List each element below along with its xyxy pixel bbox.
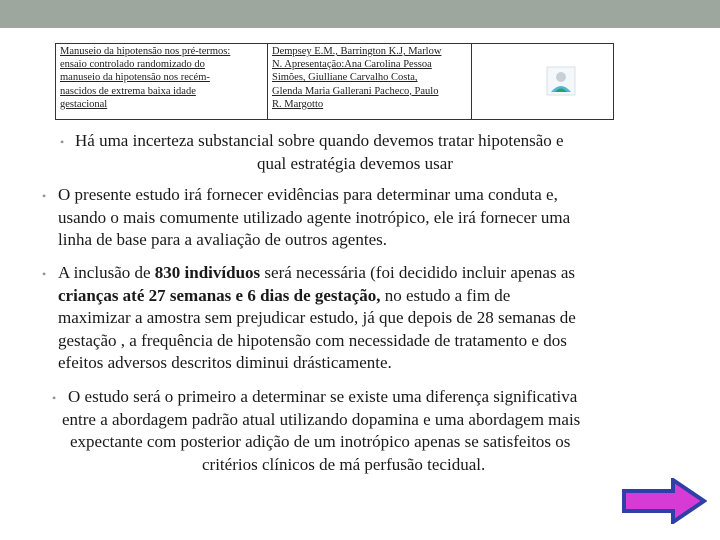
- authors-cell: Dempsey E.M., Barrington K.J, Marlow N. Apresentação:Ana Carolina Pessoa Simões, Giulliane Carvalho Costa, Glenda Maria Gallerani Pacheco, Paulo R. Margotto: [268, 44, 472, 120]
- bullet-2: • O presente estudo irá fornecer evidências para determinar uma conduta e, usando o mais comumente utilizado agente inotrópico, ele irá fornecer uma linha de base para a avaliação de outros agentes.: [42, 185, 571, 249]
- bullet-4: • O estudo será o primeiro a determinar se existe uma diferença significativa entre a abordagem padrão atual utilizando dopamina e uma abordagem mais expectante com posterior adição de um inotrópico apenas se satisfeitos os critérios clínicos de má perfusão tecidual.: [52, 387, 581, 474]
- bullet-3: • A inclusão de 830 indivíduos será necessária (foi decidido incluir apenas as crianças até 27 semanas e 6 dias de gestação, no estudo a fim de maximizar a amostra sem prejudicar estudo, já que depois de 28 semanas de gestação , a frequência de hipotensão com necessidade de tratamento e dos efeitos adversos descritos diminui drásticamente.: [42, 263, 576, 372]
- right-arrow-icon: [624, 480, 704, 522]
- title-band: [0, 0, 720, 28]
- bullet-1: • Há uma incerteza substancial sobre quando devemos tratar hipotensão e qual estratégia devemos usar: [60, 131, 564, 173]
- reference-table: [55, 43, 614, 120]
- person-photo-icon: [546, 66, 576, 96]
- study-title-cell: Manuseio da hipotensão nos pré-termos: ensaio controlado randomizado do manuseio da hipotensão nos recém- nascidos de extrema baixa idade gestacional: [56, 44, 268, 120]
- next-slide-button[interactable]: [621, 478, 707, 524]
- image-cell: [472, 44, 614, 120]
